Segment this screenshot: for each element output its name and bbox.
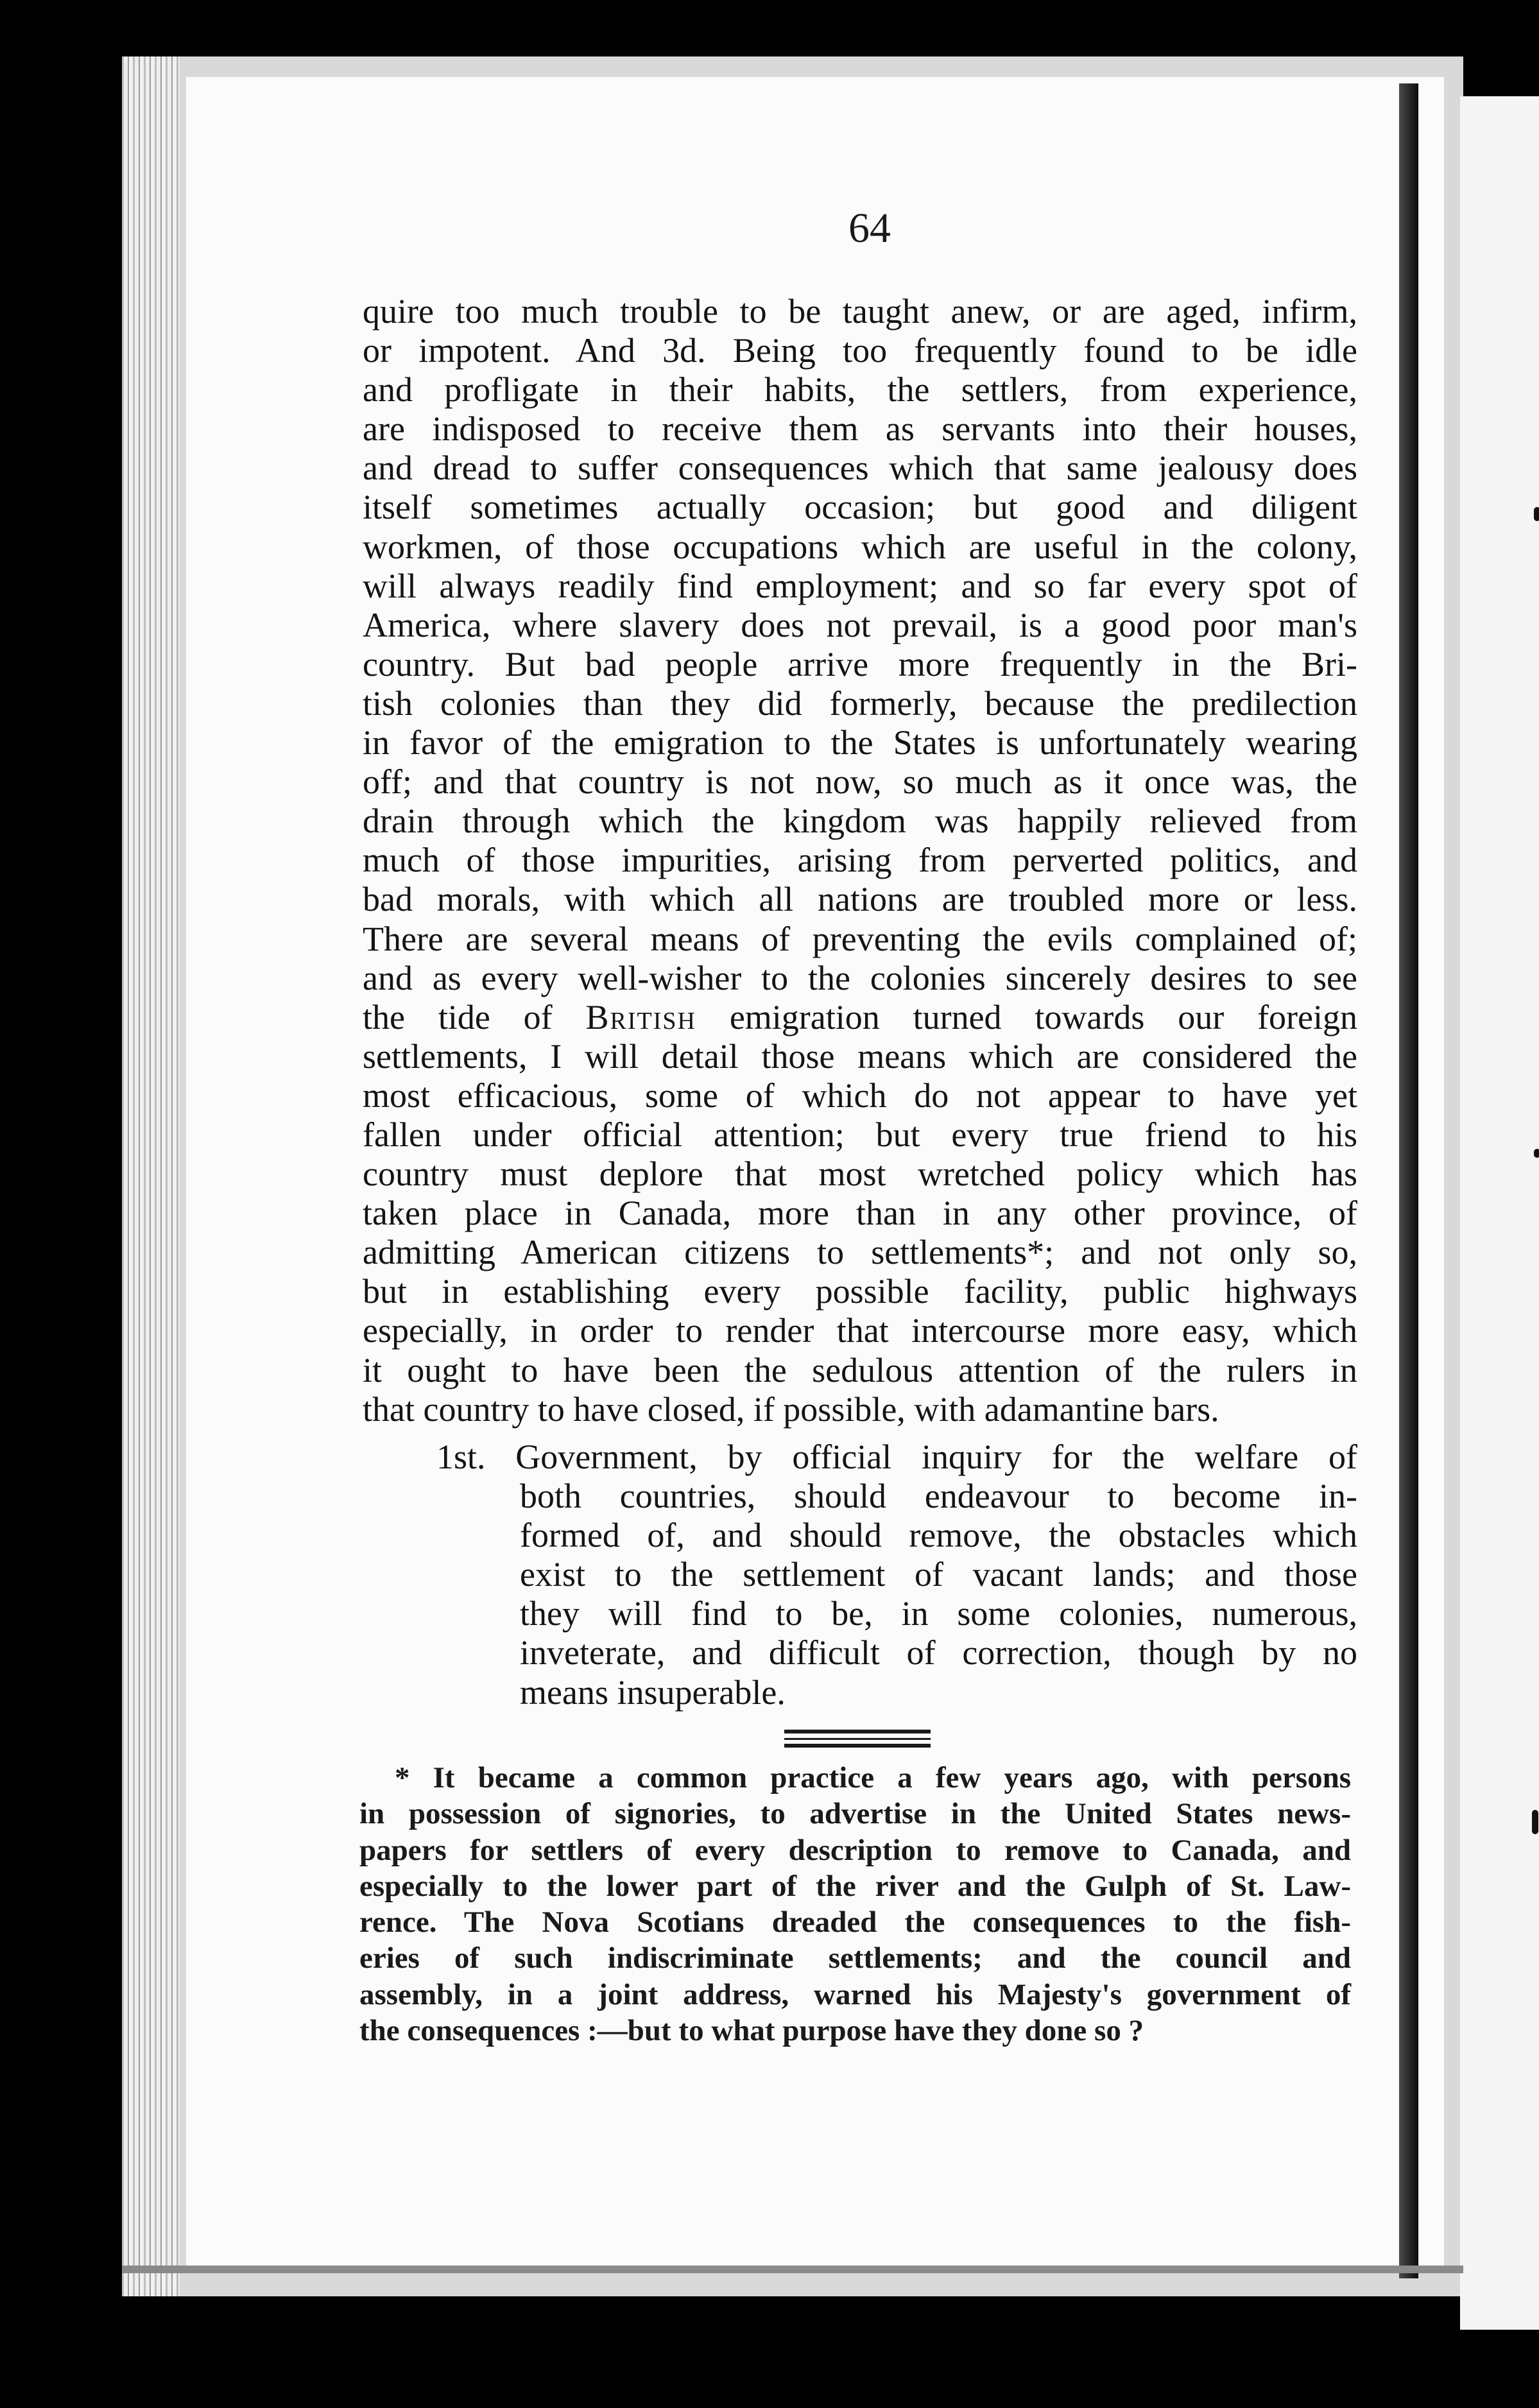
footnote-line: * It became a common practice a few years ago, with persons bbox=[395, 1761, 1351, 1794]
footnote-line: papers for settlers of every description to remove to Canada, and bbox=[359, 1833, 1351, 1867]
text-line: admitting American citizens to settlements*; and not only so, bbox=[363, 1233, 1357, 1272]
text-line: much of those impurities, arising from perverted politics, and bbox=[363, 841, 1357, 880]
footnote-rule bbox=[784, 1738, 931, 1740]
text-line: and profligate in their habits, the settlers, from experience, bbox=[363, 370, 1357, 409]
text-line: quire too much trouble to be taught anew, or are aged, infirm, bbox=[363, 292, 1357, 331]
text-line: and dread to suffer consequences which that same jealousy does bbox=[363, 449, 1357, 488]
footnote-rule bbox=[784, 1730, 931, 1733]
text-line: that country to have closed, if possible, with adamantine bars. bbox=[363, 1389, 1219, 1429]
text-line: taken place in Canada, more than in any other province, of bbox=[363, 1194, 1357, 1233]
text-line: they will find to be, in some colonies, numerous, bbox=[520, 1594, 1357, 1633]
text-line: itself sometimes actually occasion; but good and diligent bbox=[363, 488, 1357, 527]
footnote-line: especially to the lower part of the river and the Gulph of St. Law- bbox=[359, 1869, 1351, 1903]
text-line: most efficacious, some of which do not appear to have yet bbox=[363, 1076, 1357, 1115]
text-line-tide bbox=[363, 998, 1357, 1037]
text-line: especially, in order to render that intercourse more easy, which bbox=[363, 1311, 1357, 1350]
text-line: means insuperable. bbox=[520, 1673, 786, 1712]
text-line: exist to the settlement of vacant lands; and those bbox=[520, 1555, 1357, 1594]
footnote-line: assembly, in a joint address, warned his Majesty's government of bbox=[359, 1977, 1351, 2011]
text-line: tish colonies than they did formerly, because the predilection bbox=[363, 684, 1357, 723]
footnote-line: the consequences :—but to what purpose have they done so ? bbox=[359, 2014, 1144, 2048]
margin-mark bbox=[1532, 1810, 1538, 1834]
page-number: 64 bbox=[848, 205, 891, 252]
adjacent-page bbox=[1460, 96, 1539, 2330]
footnote-line: rence. The Nova Scotians dreaded the consequences to the fish- bbox=[359, 1905, 1351, 1939]
text-line: will always readily find employment; and so far every spot of bbox=[363, 566, 1357, 605]
text-line: off; and that country is not now, so much as it once was, the bbox=[363, 762, 1357, 802]
text-line: both countries, should endeavour to become in- bbox=[520, 1477, 1357, 1516]
footnote-rule bbox=[784, 1744, 931, 1748]
footnote-line: eries of such indiscriminate settlements; and the council and bbox=[359, 1941, 1351, 1975]
text-line: workmen, of those occupations which are useful in the colony, bbox=[363, 527, 1357, 566]
footnote-line: in possession of signories, to advertise in the United States news- bbox=[359, 1797, 1351, 1831]
page-edges bbox=[122, 56, 180, 2296]
text-line: bad morals, with which all nations are troubled more or less. bbox=[363, 880, 1357, 919]
page-bottom-edge bbox=[122, 2266, 1463, 2273]
text-line: formed of, and should remove, the obstacles which bbox=[520, 1516, 1357, 1555]
text-line: settlements, I will detail those means which are considered the bbox=[363, 1036, 1357, 1076]
numbered-paragraph bbox=[363, 1438, 1357, 1712]
tide-after: emigration turned towards our foreign bbox=[696, 997, 1358, 1036]
margin-mark bbox=[1534, 1149, 1539, 1158]
text-line: or impotent. And 3d. Being too frequently found to be idle bbox=[363, 331, 1357, 370]
text-line: drain through which the kingdom was happily relieved from bbox=[363, 802, 1357, 841]
text-line: in favor of the emigration to the States is unfortunately wearing bbox=[363, 723, 1357, 762]
text-line: and as every well-wisher to the colonies sincerely desires to see bbox=[363, 958, 1357, 997]
text-line: 1st. Government, by official inquiry for the welfare of bbox=[436, 1438, 1357, 1476]
text-line: inveterate, and difficult of correction, though by no bbox=[520, 1633, 1357, 1673]
text-line: country. But bad people arrive more frequently in the Bri- bbox=[363, 644, 1357, 684]
british-smallcaps: British bbox=[585, 997, 696, 1036]
gutter-shadow bbox=[1399, 83, 1418, 2278]
margin-mark bbox=[1534, 507, 1539, 521]
text-line: America, where slavery does not prevail, is a good poor man's bbox=[363, 605, 1357, 644]
text-line: but in establishing every possible facility, public highways bbox=[363, 1272, 1357, 1311]
text-line: are indisposed to receive them as servants into their houses, bbox=[363, 409, 1357, 449]
text-line: it ought to have been the sedulous attention of the rulers in bbox=[363, 1350, 1357, 1389]
footnote bbox=[359, 1760, 1351, 2049]
body-text bbox=[363, 292, 1357, 1429]
text-line: country must deplore that most wretched policy which has bbox=[363, 1155, 1357, 1194]
tide-before: the tide of bbox=[363, 997, 586, 1036]
text-line: There are several means of preventing the evils complained of; bbox=[363, 919, 1357, 958]
text-line: fallen under official attention; but every true friend to his bbox=[363, 1115, 1357, 1154]
